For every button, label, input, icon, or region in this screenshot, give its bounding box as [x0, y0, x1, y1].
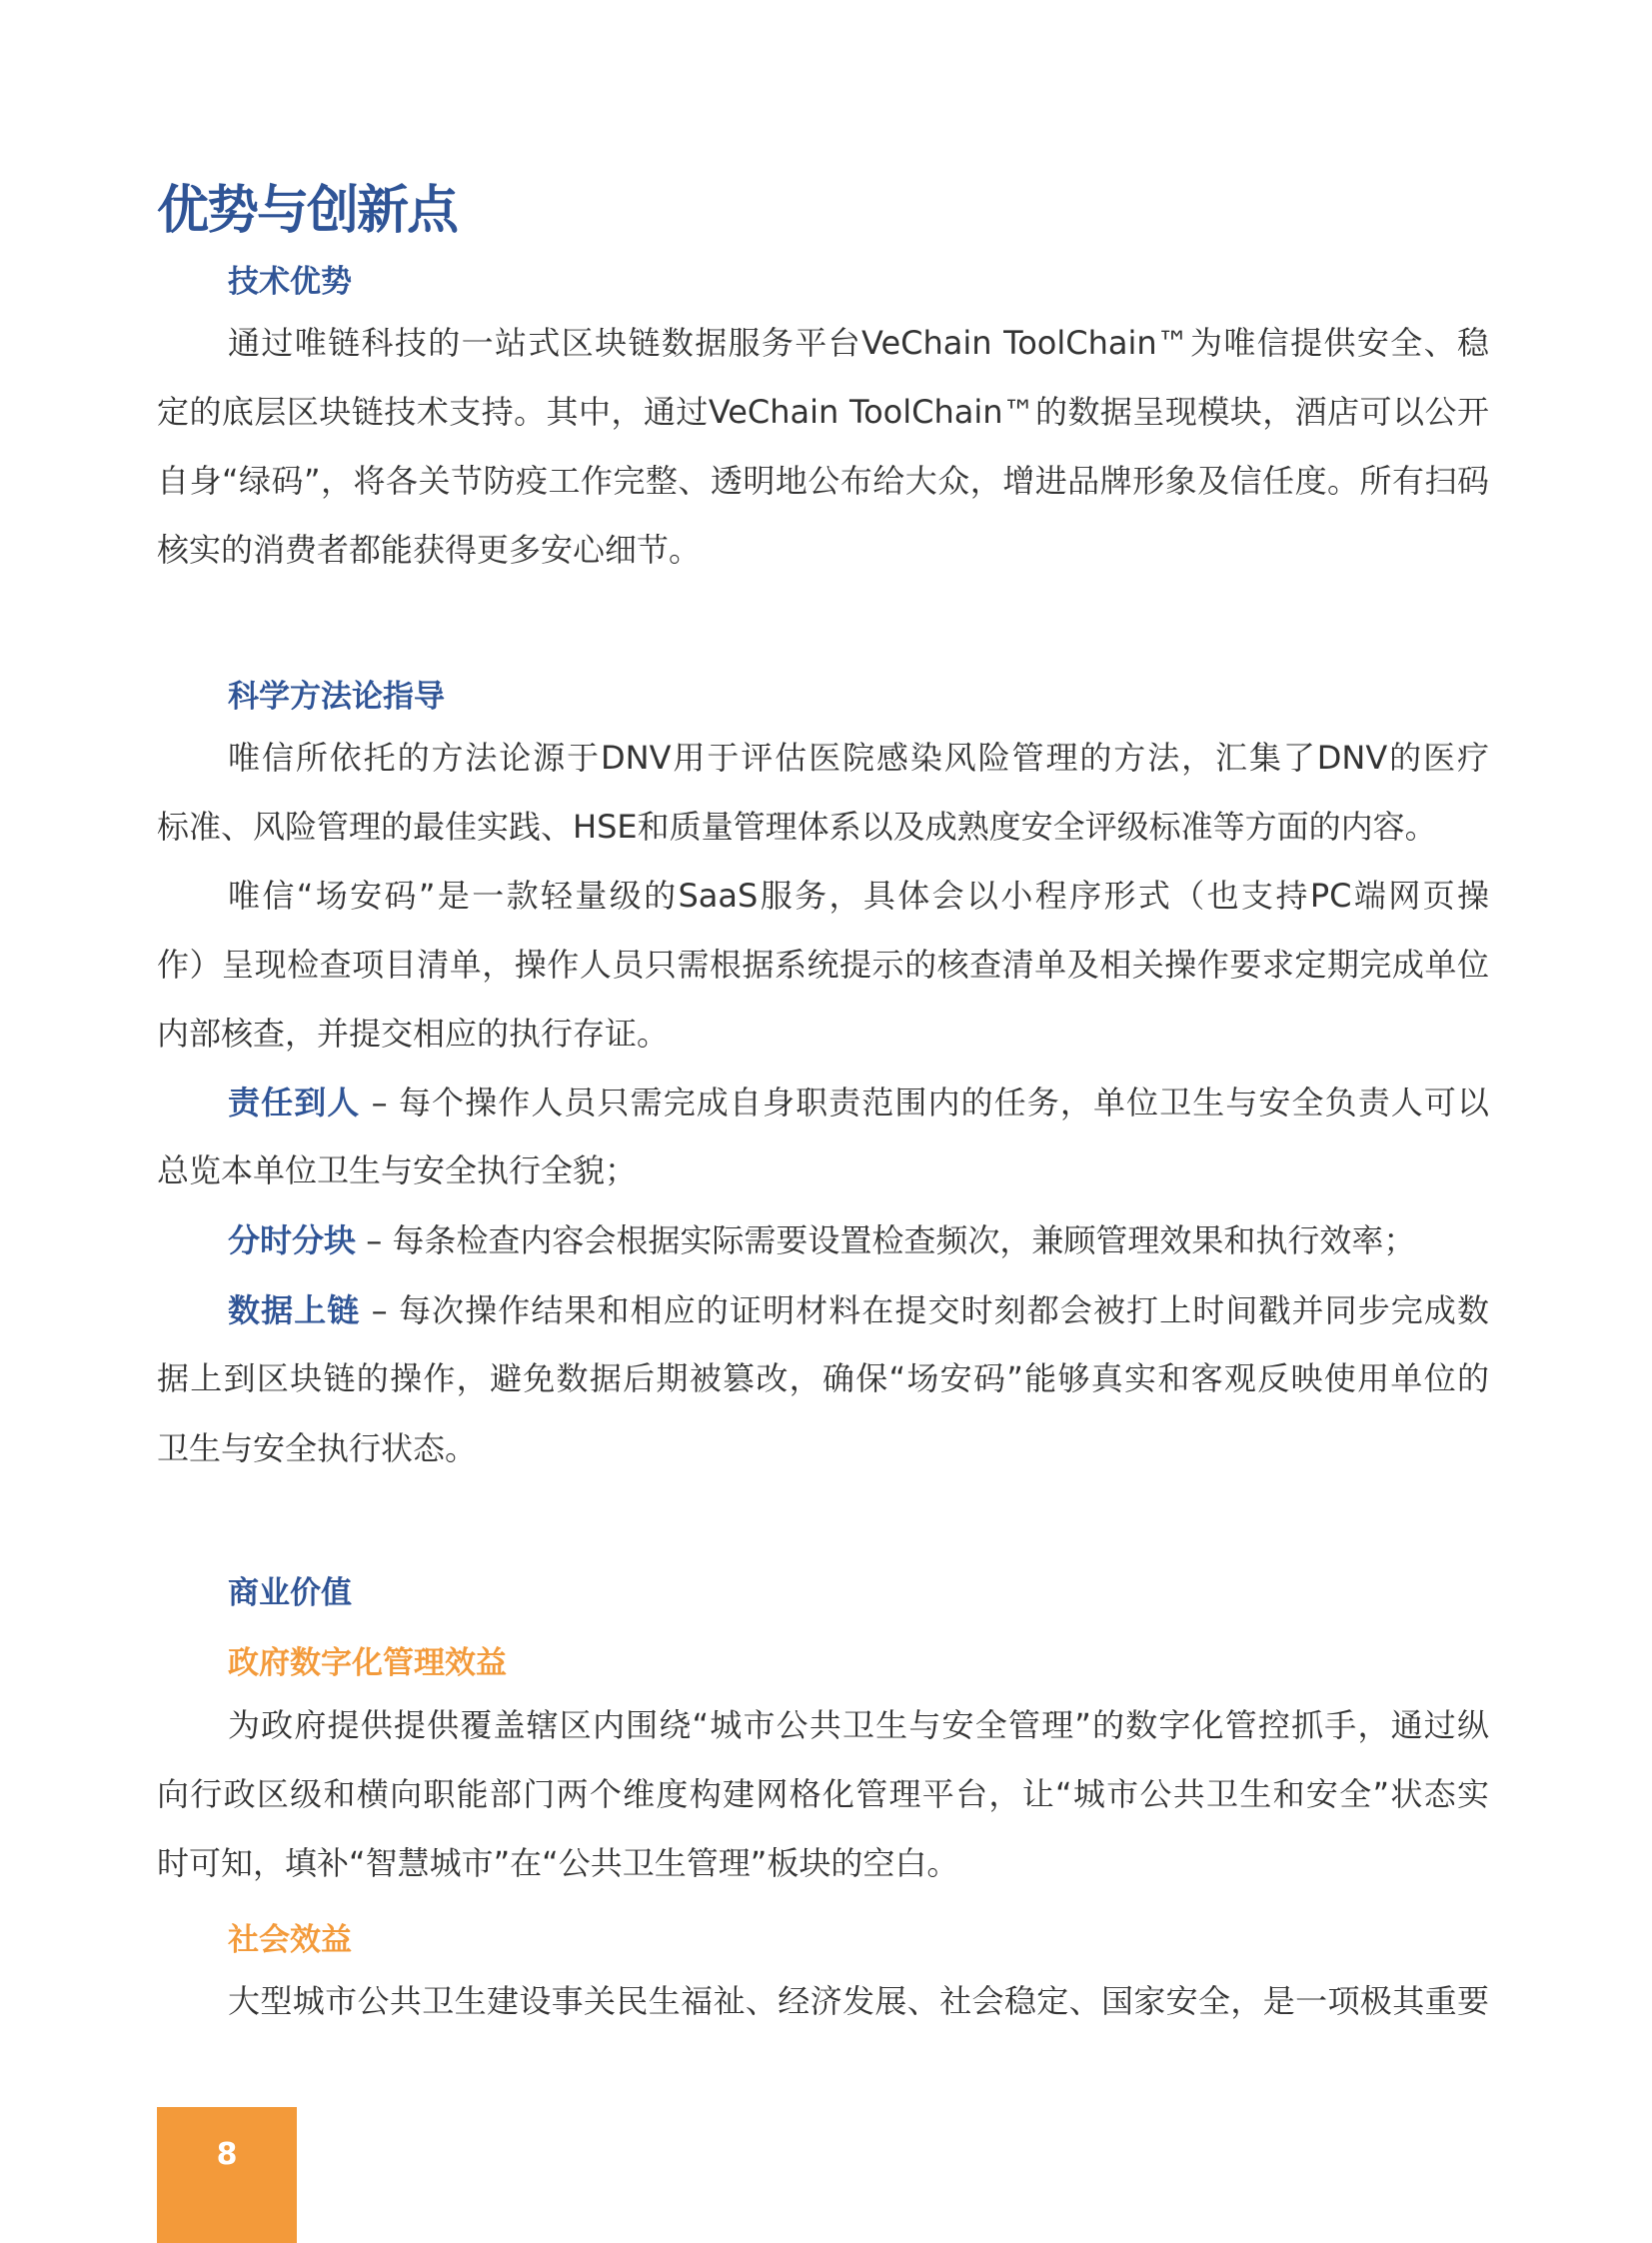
- paragraph-line: 唯信“场安码”是一款轻量级的SaaS服务，具体会以小程序形式（也支持PC端网页操: [228, 877, 1489, 915]
- paragraph-line: 通过唯链科技的一站式区块链数据服务平台VeChain ToolChain™为唯信提供安全、稳: [228, 324, 1489, 362]
- section-heading-method: 科学方法论指导: [228, 679, 445, 715]
- list-item-onchain: [228, 1290, 1489, 1330]
- paragraph-line: 大型城市公共卫生建设事关民生福祉、经济发展、社会稳定、国家安全，是一项极其重要: [228, 1982, 1489, 2020]
- paragraph-line: 内部核查，并提交相应的执行存证。: [157, 1015, 670, 1053]
- item-text: – 每个操作人员只需完成自身职责范围内的任务，单位卫生与安全负责人可以: [371, 1084, 1489, 1122]
- paragraph-line: 为政府提供提供覆盖辖区内围绕“城市公共卫生与安全管理”的数字化管控抓手，通过纵: [228, 1706, 1489, 1744]
- paragraph-line: 总览本单位卫生与安全执行全貌；: [157, 1151, 638, 1189]
- list-item-responsibility: [228, 1083, 1489, 1122]
- paragraph-line: 核实的消费者都能获得更多安心细节。: [157, 531, 702, 569]
- section-heading-business: 商业价值: [228, 1575, 352, 1611]
- paragraph-line: 自身“绿码”，将各关节防疫工作完整、透明地公布给大众，增进品牌形象及信任度。所有扫码: [157, 462, 1489, 500]
- paragraph-line: 据上到区块链的操作，避免数据后期被篡改，确保“场安码”能够真实和客观反映使用单位的: [157, 1359, 1489, 1397]
- item-label: 责任到人: [228, 1084, 361, 1122]
- paragraph-line: 作）呈现检查项目清单，操作人员只需根据系统提示的核查清单及相关操作要求定期完成单位: [157, 946, 1489, 984]
- item-text: – 每次操作结果和相应的证明材料在提交时刻都会被打上时间戳并同步完成数: [371, 1291, 1489, 1329]
- paragraph-line: 向行政区级和横向职能部门两个维度构建网格化管理平台，让“城市公共卫生和安全”状态实: [157, 1775, 1489, 1813]
- paragraph-line: 唯信所依托的方法论源于DNV用于评估医院感染风险管理的方法，汇集了DNV的医疗: [228, 739, 1489, 777]
- page-number: 8: [157, 2107, 297, 2243]
- page-title: 优势与创新点: [157, 181, 458, 241]
- paragraph-line: 定的底层区块链技术支持。其中，通过VeChain ToolChain™的数据呈现模块，酒店可以公开: [157, 393, 1489, 431]
- item-label: 数据上链: [228, 1291, 361, 1329]
- paragraph-line: 卫生与安全执行状态。: [157, 1429, 478, 1467]
- item-label: 分时分块: [228, 1221, 357, 1259]
- section-heading-tech: 技术优势: [228, 264, 352, 300]
- paragraph-line: 时可知，填补“智慧城市”在“公共卫生管理”板块的空白。: [157, 1844, 959, 1882]
- list-item-timeblock: [228, 1220, 1489, 1260]
- subheading-social: 社会效益: [228, 1922, 352, 1958]
- item-text: – 每条检查内容会根据实际需要设置检查频次，兼顾管理效果和执行效率；: [366, 1221, 1416, 1259]
- paragraph-line: 标准、风险管理的最佳实践、HSE和质量管理体系以及成熟度安全评级标准等方面的内容。: [157, 808, 1437, 846]
- subheading-government: 政府数字化管理效益: [228, 1645, 507, 1681]
